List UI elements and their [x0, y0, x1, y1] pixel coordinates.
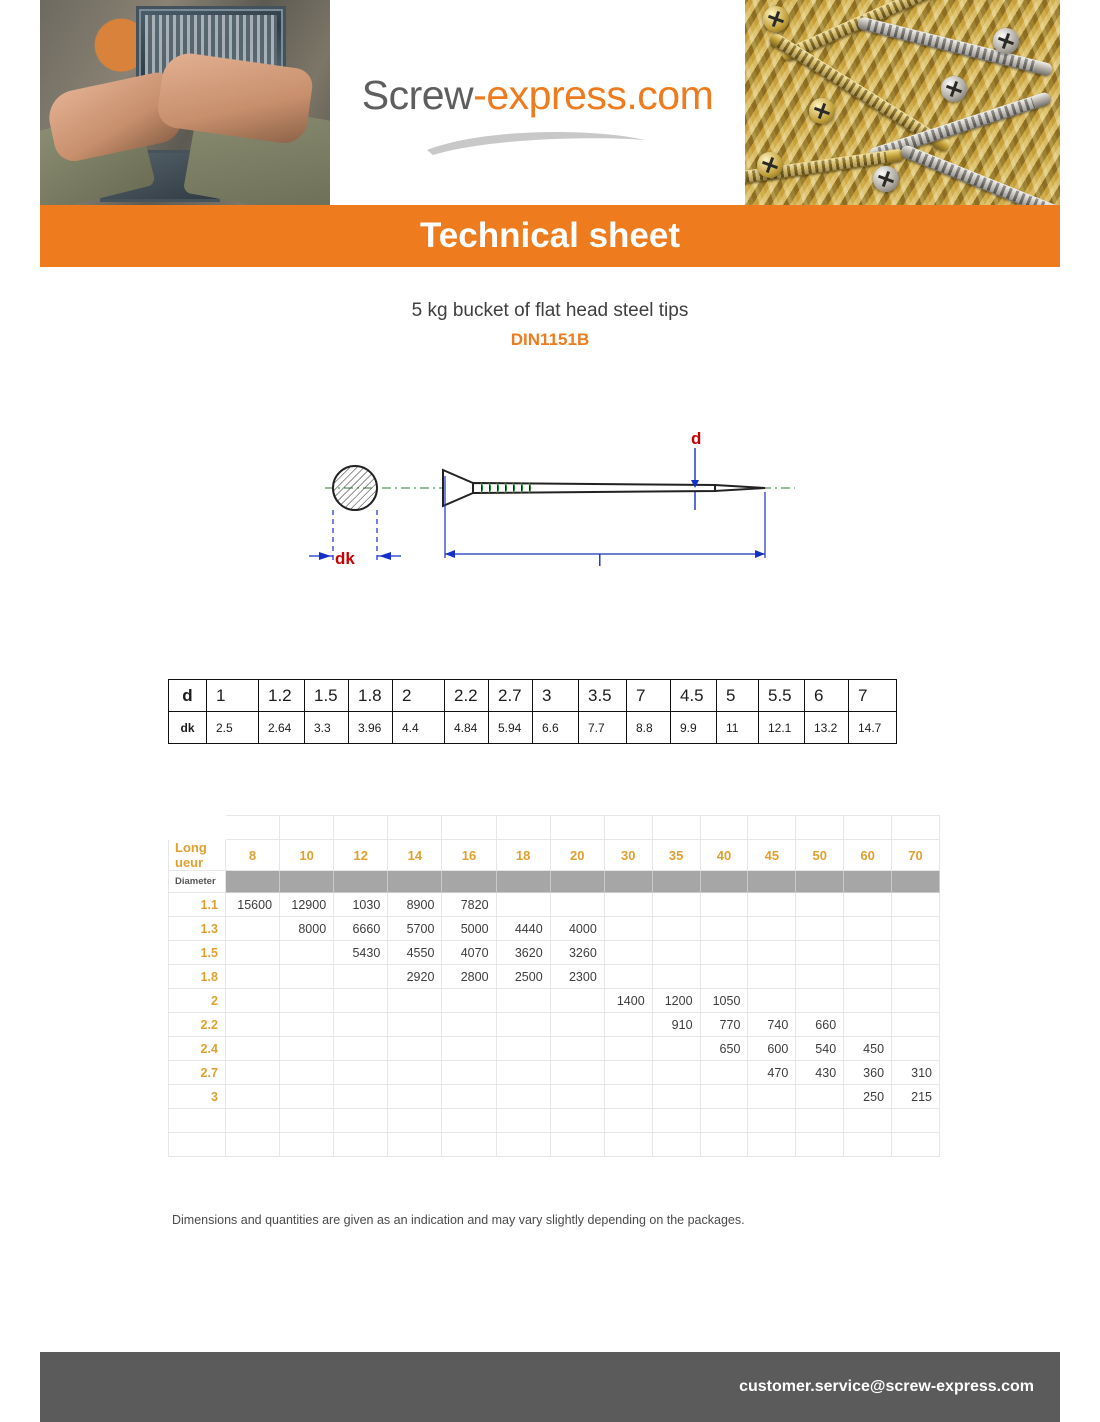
qty-cell: [652, 1085, 700, 1109]
qty-cell: [550, 893, 604, 917]
col-header-length: 35: [652, 840, 700, 871]
drawing-label-l: l: [598, 553, 602, 570]
qty-cell: 250: [844, 1085, 892, 1109]
photo-screw-head: [993, 28, 1019, 54]
qty-cell: [604, 1013, 652, 1037]
drawing-dim-d: [691, 448, 699, 510]
row-label-d: d: [169, 680, 207, 712]
qty-cell: 2300: [550, 965, 604, 989]
photo-screw-head: [941, 76, 967, 102]
header-photo-screws: [745, 0, 1060, 205]
cell-d: 6: [805, 680, 849, 712]
qty-cell: [280, 941, 334, 965]
qty-cell: [496, 1037, 550, 1061]
row-header-diameter: 2.7: [169, 1061, 226, 1085]
qty-cell: [748, 1085, 796, 1109]
page-title: 5 kg bucket of flat head steel tips: [411, 300, 689, 321]
row-label-dk: dk: [169, 712, 207, 744]
qty-cell: [442, 1037, 496, 1061]
qty-cell: [604, 1061, 652, 1085]
table-row-dk: [169, 712, 897, 744]
photo-screw-head: [809, 98, 835, 124]
qty-cell: [550, 1061, 604, 1085]
col-header-length: 60: [844, 840, 892, 871]
qty-cell: [796, 1085, 844, 1109]
qty-cell: 1200: [652, 989, 700, 1013]
qty-cell: 2500: [496, 965, 550, 989]
qty-cell: [334, 1085, 388, 1109]
qty-cell: [892, 941, 940, 965]
qty-cell: [700, 1085, 748, 1109]
qty-cell: [796, 965, 844, 989]
qty-cell: 7820: [442, 893, 496, 917]
qty-cell: [225, 941, 279, 965]
qty-cell: 8900: [388, 893, 442, 917]
cell-d: 5.5: [759, 680, 805, 712]
photo-screw: [856, 16, 1053, 77]
header-length-label: [169, 840, 226, 871]
col-header-length: 14: [388, 840, 442, 871]
cell-dk: 11: [717, 712, 759, 744]
footer-email[interactable]: customer.service@screw-express.com: [739, 1378, 1034, 1395]
cell-d: 1.5: [305, 680, 349, 712]
qty-cell: [652, 893, 700, 917]
qty-cell: [442, 989, 496, 1013]
nail-technical-drawing: [295, 430, 815, 610]
qty-cell: 360: [844, 1061, 892, 1085]
qty-cell: [280, 1061, 334, 1085]
qty-cell: [700, 965, 748, 989]
qty-cell: 450: [844, 1037, 892, 1061]
qty-cell: 1050: [700, 989, 748, 1013]
qty-cell: [796, 893, 844, 917]
drawing-label-d: d: [691, 430, 702, 448]
qty-cell: 1400: [604, 989, 652, 1013]
qty-cell: [700, 941, 748, 965]
qty-cell: [604, 917, 652, 941]
qty-cell: [334, 1037, 388, 1061]
qty-cell: [225, 1061, 279, 1085]
qty-cell: [388, 1061, 442, 1085]
qty-cell: [844, 1013, 892, 1037]
qty-cell: 5700: [388, 917, 442, 941]
qty-cell: [604, 1085, 652, 1109]
page-footer: [40, 1352, 1060, 1422]
row-header-diameter: 1.3: [169, 917, 226, 941]
drawing-label-dk: dk: [335, 549, 355, 568]
qty-cell: [892, 1013, 940, 1037]
cell-d: 4.5: [671, 680, 717, 712]
qty-cell: [550, 989, 604, 1013]
col-header-length: 70: [892, 840, 940, 871]
qty-cell: 4070: [442, 941, 496, 965]
table-row: [169, 893, 940, 917]
banner-title: Technical sheet: [419, 216, 681, 255]
qty-cell: [700, 1061, 748, 1085]
cell-d: 1: [207, 680, 259, 712]
qty-cell: [550, 1037, 604, 1061]
qty-cell: [496, 1061, 550, 1085]
logo-swoosh-icon: [423, 124, 653, 158]
cell-dk: 4.84: [445, 712, 489, 744]
qty-cell: 4000: [550, 917, 604, 941]
cell-dk: 2.64: [259, 712, 305, 744]
table-row: [169, 1085, 940, 1109]
row-header-diameter: 1.8: [169, 965, 226, 989]
qty-cell: 770: [700, 1013, 748, 1037]
cell-d: 7: [627, 680, 671, 712]
cell-d: 5: [717, 680, 759, 712]
qty-cell: 540: [796, 1037, 844, 1061]
qty-cell: [225, 1013, 279, 1037]
qty-cell: [442, 1061, 496, 1085]
qty-cell: 2800: [442, 965, 496, 989]
cell-d: 1.8: [349, 680, 393, 712]
qty-cell: 6660: [334, 917, 388, 941]
qty-cell: [280, 989, 334, 1013]
qty-cell: [844, 965, 892, 989]
qty-cell: [442, 1013, 496, 1037]
header-diameter-label: Diameter: [169, 871, 226, 893]
qty-cell: [652, 941, 700, 965]
table-row: [169, 941, 940, 965]
technical-sheet-page: [40, 0, 1060, 1422]
qty-cell: 3620: [496, 941, 550, 965]
qty-cell: 3260: [550, 941, 604, 965]
drawing-head-section: [333, 466, 377, 510]
cell-dk: 5.94: [489, 712, 533, 744]
brand-logo-part2: -express.com: [473, 72, 714, 118]
table-row: [169, 1037, 940, 1061]
qty-cell: [652, 1037, 700, 1061]
qty-cell: [334, 965, 388, 989]
row-header-diameter: 2.4: [169, 1037, 226, 1061]
qty-cell: [280, 965, 334, 989]
qty-cell: [496, 1085, 550, 1109]
qty-cell: 4550: [388, 941, 442, 965]
header-length-line1: Long: [175, 840, 207, 855]
qty-cell: [652, 1061, 700, 1085]
qty-cell: [892, 893, 940, 917]
row-header-diameter: 2: [169, 989, 226, 1013]
col-header-length: 40: [700, 840, 748, 871]
qty-cell: [280, 1013, 334, 1037]
page-margin-left: [0, 0, 40, 1422]
table-note: Dimensions and quantities are given as an indication and may vary slightly depending on the packages.: [172, 1213, 745, 1227]
table-row-length-header: [169, 840, 940, 871]
cell-dk: 7.7: [579, 712, 627, 744]
cell-dk: 4.4: [393, 712, 445, 744]
qty-cell: [388, 989, 442, 1013]
qty-cell: [604, 893, 652, 917]
qty-cell: 310: [892, 1061, 940, 1085]
cell-dk: 13.2: [805, 712, 849, 744]
cell-d: 7: [849, 680, 897, 712]
qty-cell: [844, 989, 892, 1013]
qty-cell: 430: [796, 1061, 844, 1085]
qty-cell: [388, 1013, 442, 1037]
row-header-diameter: 1.5: [169, 941, 226, 965]
logo-area: [330, 0, 745, 205]
cell-d: 2.7: [489, 680, 533, 712]
qty-cell: [796, 917, 844, 941]
cell-d: 2.2: [445, 680, 489, 712]
qty-cell: [225, 1085, 279, 1109]
photo-screw: [899, 144, 1060, 205]
qty-cell: [550, 1085, 604, 1109]
qty-cell: [334, 989, 388, 1013]
drawing-dim-dk: [309, 510, 401, 562]
qty-cell: [748, 917, 796, 941]
table-row-diameter-header: [169, 871, 940, 893]
cell-d: 1.2: [259, 680, 305, 712]
qty-cell: 8000: [280, 917, 334, 941]
table-row-empty: [169, 1109, 940, 1133]
qty-cell: 5000: [442, 917, 496, 941]
table-row-empty: [169, 1133, 940, 1157]
qty-cell: 600: [748, 1037, 796, 1061]
qty-cell: [652, 965, 700, 989]
table-row: [169, 917, 940, 941]
qty-cell: [652, 917, 700, 941]
qty-cell: [604, 1037, 652, 1061]
cell-d: 2: [393, 680, 445, 712]
banner-technical-sheet: [40, 205, 1060, 267]
qty-cell: 4440: [496, 917, 550, 941]
row-header-diameter: 3: [169, 1085, 226, 1109]
photo-screw-head: [873, 166, 899, 192]
qty-cell: [844, 893, 892, 917]
col-header-length: 50: [796, 840, 844, 871]
table-row: [169, 1061, 940, 1085]
qty-cell: [844, 941, 892, 965]
cell-dk: 14.7: [849, 712, 897, 744]
qty-cell: [225, 965, 279, 989]
qty-cell: [892, 1037, 940, 1061]
qty-cell: [442, 1085, 496, 1109]
row-header-diameter: 2.2: [169, 1013, 226, 1037]
page-header: [40, 0, 1060, 205]
qty-cell: [280, 1037, 334, 1061]
table-row-top-spacer: [169, 816, 940, 840]
qty-cell: [748, 893, 796, 917]
cell-dk: 12.1: [759, 712, 805, 744]
row-header-diameter: 1.1: [169, 893, 226, 917]
header-length-line2: ueur: [175, 855, 204, 870]
photo-hand-right: [155, 50, 314, 146]
qty-cell: [334, 1013, 388, 1037]
cell-dk: 3.3: [305, 712, 349, 744]
qty-cell: [748, 965, 796, 989]
qty-cell: 215: [892, 1085, 940, 1109]
qty-cell: 2920: [388, 965, 442, 989]
qty-cell: [388, 1085, 442, 1109]
col-header-length: 30: [604, 840, 652, 871]
drawing-point: [715, 485, 765, 491]
qty-cell: 15600: [225, 893, 279, 917]
photo-screw-head: [763, 6, 789, 32]
col-header-length: 8: [225, 840, 279, 871]
diameter-head-table: [168, 679, 897, 744]
qty-cell: 910: [652, 1013, 700, 1037]
qty-cell: [225, 989, 279, 1013]
qty-cell: [892, 917, 940, 941]
drawing-shank: [473, 483, 715, 493]
col-header-length: 20: [550, 840, 604, 871]
qty-cell: [604, 965, 652, 989]
table-row: [169, 965, 940, 989]
table-row: [169, 1013, 940, 1037]
qty-cell: [550, 1013, 604, 1037]
page-subtitle-standard: DIN1151B: [510, 330, 590, 349]
photo-screw-head: [757, 152, 783, 178]
drawing-flat-head: [443, 470, 473, 506]
qty-cell: [388, 1037, 442, 1061]
qty-cell: [496, 893, 550, 917]
qty-cell: [796, 941, 844, 965]
brand-logo-text: [362, 72, 713, 119]
qty-cell: [700, 893, 748, 917]
qty-cell: [280, 1085, 334, 1109]
cell-dk: 2.5: [207, 712, 259, 744]
table-row-d: [169, 680, 897, 712]
col-header-length: 45: [748, 840, 796, 871]
qty-cell: [892, 989, 940, 1013]
qty-cell: 470: [748, 1061, 796, 1085]
qty-cell: 740: [748, 1013, 796, 1037]
qty-cell: 12900: [280, 893, 334, 917]
col-header-length: 12: [334, 840, 388, 871]
qty-cell: [496, 989, 550, 1013]
qty-cell: [748, 941, 796, 965]
qty-cell: [700, 917, 748, 941]
qty-cell: 5430: [334, 941, 388, 965]
table-row: [169, 989, 940, 1013]
quantity-per-bucket-table: [168, 815, 940, 1157]
qty-cell: [892, 965, 940, 989]
qty-cell: [225, 1037, 279, 1061]
qty-cell: [225, 917, 279, 941]
header-photo-workshop: [40, 0, 330, 205]
cell-dk: 3.96: [349, 712, 393, 744]
cell-dk: 6.6: [533, 712, 579, 744]
col-header-length: 16: [442, 840, 496, 871]
brand-logo-part1: Screw: [361, 72, 474, 118]
qty-cell: 650: [700, 1037, 748, 1061]
cell-d: 3.5: [579, 680, 627, 712]
qty-cell: [796, 989, 844, 1013]
qty-cell: [844, 917, 892, 941]
qty-cell: 660: [796, 1013, 844, 1037]
cell-d: 3: [533, 680, 579, 712]
qty-cell: 1030: [334, 893, 388, 917]
qty-cell: [334, 1061, 388, 1085]
cell-dk: 8.8: [627, 712, 671, 744]
col-header-length: 10: [280, 840, 334, 871]
qty-cell: [748, 989, 796, 1013]
qty-cell: [604, 941, 652, 965]
qty-cell: [496, 1013, 550, 1037]
cell-dk: 9.9: [671, 712, 717, 744]
page-margin-right: [1060, 0, 1100, 1422]
col-header-length: 18: [496, 840, 550, 871]
